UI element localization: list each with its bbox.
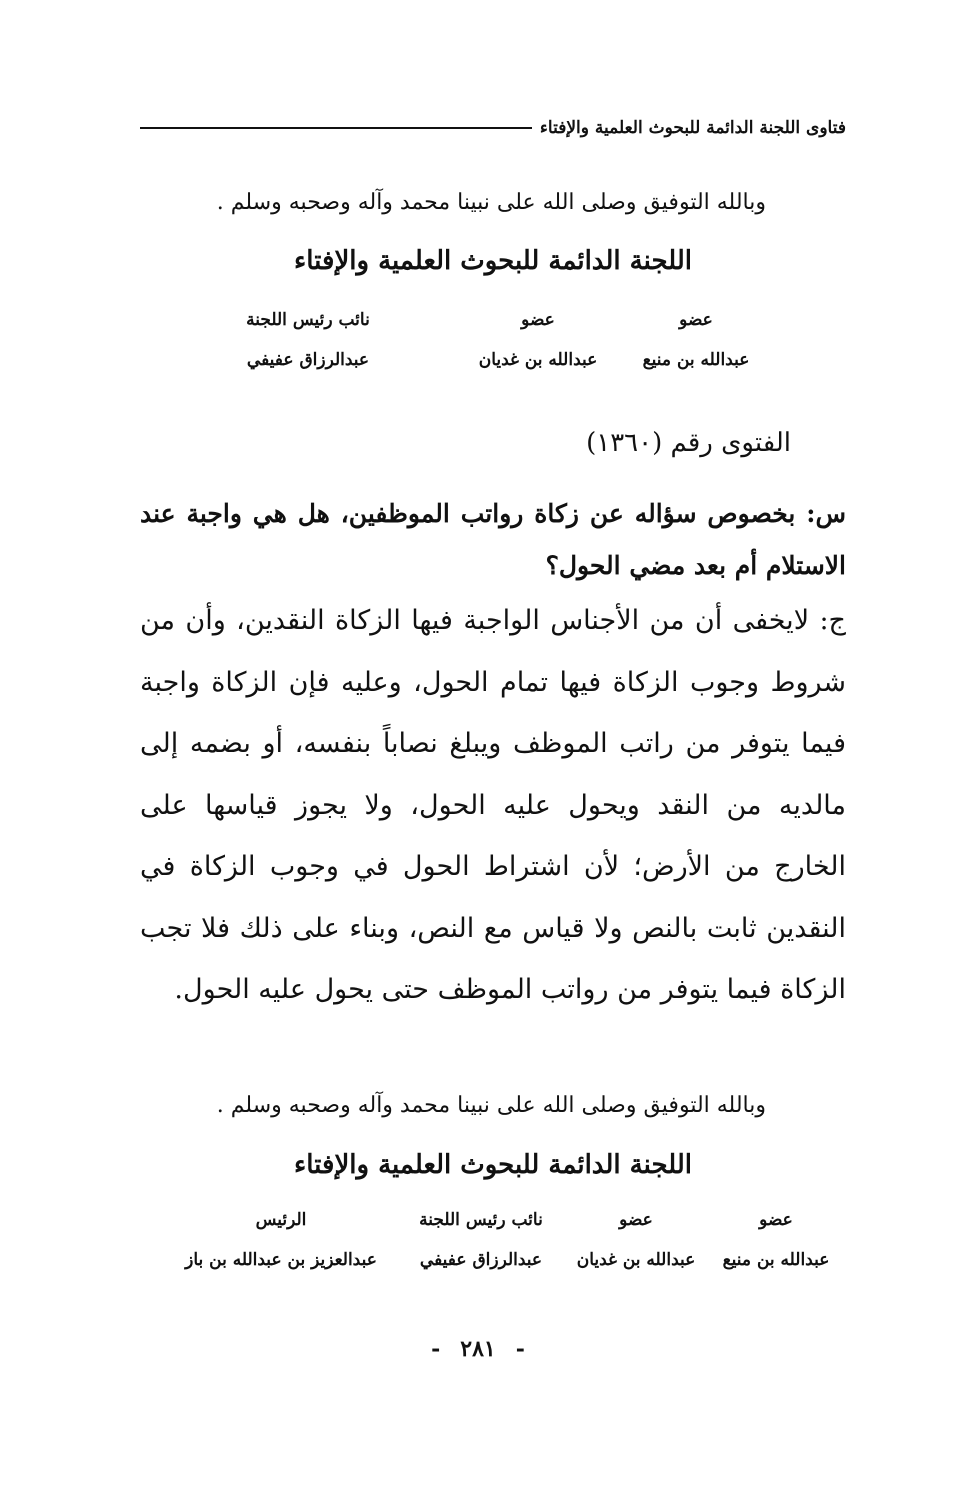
signatory [478,310,598,370]
signatory-role: عضو [521,310,555,330]
fatwa-answer: ج: لايخفى أن من الأجناس الواجبة فيها الزكاة النقدين، وأن من شروط وجوب الزكاة فيها تمام الحول، وعليه فإن الزكاة واجبة فيما يتوفر من راتب الموظف ويبلغ نصاباً بنفسه، أو بضمه إلى مالديه من النقد ويحول عليه الحول، ولا يجوز قياسها على الخارج من الأرض؛ لأن اشتراط الحول في وجوب الزكاة في النقدين ثابت بالنص ولا قياس مع النص، وبناء على ذلك فلا تجب الزكاة فيما يتوفر من رواتب الموظف حتى يحول عليه الحول. [140,605,846,1005]
committee-name: اللجنة الدائمة للبحوث العلمية والإفتاء [294,246,692,276]
running-header [140,118,846,138]
page-number [0,1336,956,1362]
page-number-dash: - [431,1336,441,1362]
signatory-name: عبدالله بن منيع [722,1250,830,1270]
fatwa-number: الفتوى رقم (١٣٦٠) [586,428,791,458]
signatory-role: نائب رئيس اللجنة [246,310,370,330]
committee-name: اللجنة الدائمة للبحوث العلمية والإفتاء [294,1150,692,1180]
signatory-role: عضو [619,1210,653,1230]
signatory [406,1210,556,1270]
header-rule [140,127,532,129]
page-number-dash: - [515,1336,525,1362]
signatory-name: عبدالرزاق عفيفي [246,350,370,370]
signatory-name: عبدالله بن غديان [478,350,598,370]
signatory [571,1210,701,1270]
signatories-block-1 [238,310,776,370]
signatory-role: نائب رئيس اللجنة [419,1210,543,1230]
page-number-value: ٢٨١ [460,1336,496,1362]
running-header-title: فتاوى اللجنة الدائمة للبحوث العلمية والإفتاء [539,118,846,138]
signatory [238,310,378,370]
signatories-block-2 [176,1210,841,1270]
signatory-name: عبدالعزيز بن عبدالله بن باز [185,1250,377,1270]
signatory-role: عضو [759,1210,793,1230]
signatory-role: الرئيس [255,1210,307,1230]
closing-formula: وبالله التوفيق وصلى الله على نبينا محمد وآله وصحبه وسلم . [216,1093,766,1118]
signatory-name: عبدالله بن منيع [642,350,750,370]
fatwa-question: س: بخصوص سؤاله عن زكاة رواتب الموظفين، هل هي واجبة عند الاستلام أم بعد مضي الحول؟ [140,499,846,580]
signatory-name: عبدالله بن غديان [576,1250,696,1270]
signatory [176,1210,386,1270]
signatory [616,310,776,370]
closing-formula: وبالله التوفيق وصلى الله على نبينا محمد وآله وصحبه وسلم . [216,190,766,215]
signatory [711,1210,841,1270]
signatory-role: عضو [679,310,713,330]
signatory-name: عبدالرزاق عفيفي [419,1250,543,1270]
